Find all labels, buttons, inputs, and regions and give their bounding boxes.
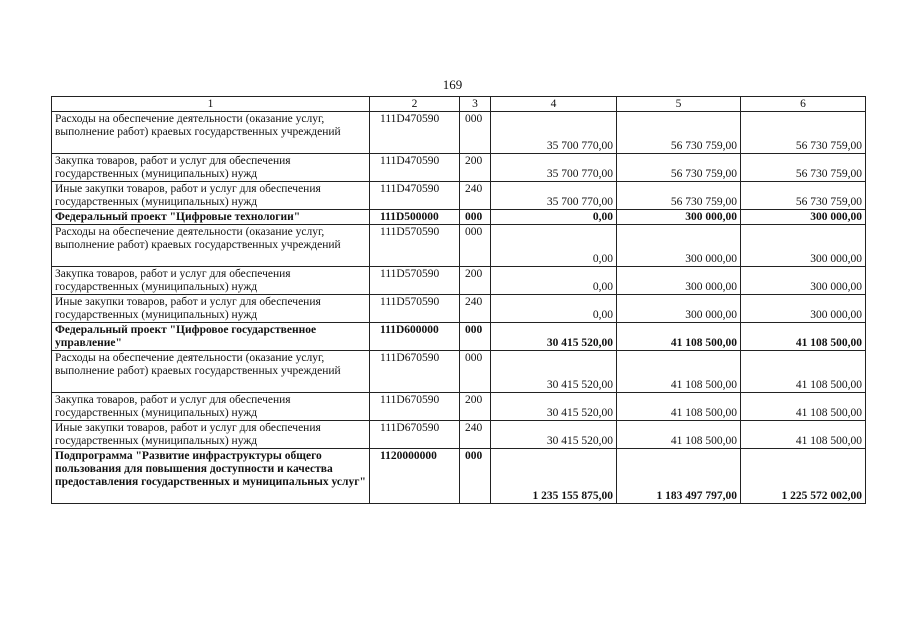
row-value-2: 56 730 759,00 [617, 182, 741, 210]
row-name: Расходы на обеспечение деятельности (оказание услуг, выполнение работ) краевых государственных учреждений [52, 112, 370, 154]
row-name: Подпрограмма "Развитие инфраструктуры общего пользования для повышения доступности и качества предоставления государственных и муниципальных услуг" [52, 449, 370, 504]
row-value-1: 35 700 770,00 [491, 154, 617, 182]
row-value-2: 41 108 500,00 [617, 351, 741, 393]
row-value-3: 41 108 500,00 [741, 421, 866, 449]
row-name: Закупка товаров, работ и услуг для обеспечения государственных (муниципальных) нужд [52, 267, 370, 295]
row-name: Расходы на обеспечение деятельности (оказание услуг, выполнение работ) краевых государственных учреждений [52, 225, 370, 267]
table-row [52, 182, 866, 210]
table-row [52, 267, 866, 295]
row-expense-type: 240 [460, 421, 491, 449]
table-row [52, 421, 866, 449]
row-value-1: 30 415 520,00 [491, 421, 617, 449]
row-value-1: 30 415 520,00 [491, 351, 617, 393]
table-row [52, 393, 866, 421]
budget-table [51, 96, 866, 504]
row-value-1: 0,00 [491, 267, 617, 295]
table-row [52, 449, 866, 504]
row-value-2: 56 730 759,00 [617, 112, 741, 154]
row-value-2: 41 108 500,00 [617, 393, 741, 421]
row-value-2: 1 183 497 797,00 [617, 449, 741, 504]
row-name: Закупка товаров, работ и услуг для обеспечения государственных (муниципальных) нужд [52, 154, 370, 182]
row-value-3: 300 000,00 [741, 210, 866, 225]
row-value-3: 300 000,00 [741, 295, 866, 323]
row-name: Закупка товаров, работ и услуг для обеспечения государственных (муниципальных) нужд [52, 393, 370, 421]
row-name: Иные закупки товаров, работ и услуг для обеспечения государственных (муниципальных) нужд [52, 295, 370, 323]
row-code: 111D570590 [370, 295, 460, 323]
row-code: 111D470590 [370, 154, 460, 182]
row-code: 111D600000 [370, 323, 460, 351]
table-row [52, 323, 866, 351]
table-row [52, 210, 866, 225]
row-expense-type: 240 [460, 295, 491, 323]
table-row [52, 295, 866, 323]
header-cell: 3 [460, 97, 491, 112]
row-code: 111D670590 [370, 351, 460, 393]
row-code: 111D570590 [370, 267, 460, 295]
row-value-1: 0,00 [491, 295, 617, 323]
row-expense-type: 200 [460, 393, 491, 421]
row-name: Федеральный проект "Цифровые технологии" [52, 210, 370, 225]
row-value-1: 0,00 [491, 225, 617, 267]
row-value-3: 56 730 759,00 [741, 112, 866, 154]
row-value-1: 1 235 155 875,00 [491, 449, 617, 504]
header-cell: 6 [741, 97, 866, 112]
row-value-3: 1 225 572 002,00 [741, 449, 866, 504]
row-code: 1120000000 [370, 449, 460, 504]
table-row [52, 154, 866, 182]
row-value-1: 30 415 520,00 [491, 393, 617, 421]
row-value-3: 300 000,00 [741, 267, 866, 295]
row-value-2: 300 000,00 [617, 225, 741, 267]
row-value-1: 35 700 770,00 [491, 182, 617, 210]
row-name: Федеральный проект "Цифровое государственное управление" [52, 323, 370, 351]
row-value-2: 300 000,00 [617, 210, 741, 225]
row-code: 111D570590 [370, 225, 460, 267]
row-expense-type: 240 [460, 182, 491, 210]
row-value-3: 41 108 500,00 [741, 351, 866, 393]
table-row [52, 112, 866, 154]
row-code: 111D470590 [370, 112, 460, 154]
row-value-3: 41 108 500,00 [741, 393, 866, 421]
row-expense-type: 000 [460, 351, 491, 393]
header-cell: 2 [370, 97, 460, 112]
row-expense-type: 000 [460, 323, 491, 351]
row-code: 111D470590 [370, 182, 460, 210]
row-value-3: 56 730 759,00 [741, 154, 866, 182]
header-cell: 1 [52, 97, 370, 112]
row-value-3: 300 000,00 [741, 225, 866, 267]
row-value-2: 41 108 500,00 [617, 323, 741, 351]
row-name: Иные закупки товаров, работ и услуг для обеспечения государственных (муниципальных) нужд [52, 182, 370, 210]
row-expense-type: 000 [460, 225, 491, 267]
row-expense-type: 200 [460, 154, 491, 182]
row-code: 111D670590 [370, 393, 460, 421]
row-value-1: 35 700 770,00 [491, 112, 617, 154]
row-expense-type: 000 [460, 449, 491, 504]
table-row [52, 225, 866, 267]
row-value-3: 56 730 759,00 [741, 182, 866, 210]
row-code: 111D670590 [370, 421, 460, 449]
row-name: Иные закупки товаров, работ и услуг для обеспечения государственных (муниципальных) нужд [52, 421, 370, 449]
row-expense-type: 000 [460, 210, 491, 225]
row-value-1: 0,00 [491, 210, 617, 225]
row-expense-type: 200 [460, 267, 491, 295]
header-row [52, 97, 866, 112]
row-code: 111D500000 [370, 210, 460, 225]
page-number: 169 [442, 77, 463, 92]
row-value-1: 30 415 520,00 [491, 323, 617, 351]
row-name: Расходы на обеспечение деятельности (оказание услуг, выполнение работ) краевых государственных учреждений [52, 351, 370, 393]
row-value-2: 300 000,00 [617, 267, 741, 295]
header-cell: 4 [491, 97, 617, 112]
row-value-3: 41 108 500,00 [741, 323, 866, 351]
row-value-2: 41 108 500,00 [617, 421, 741, 449]
table-row [52, 351, 866, 393]
row-value-2: 56 730 759,00 [617, 154, 741, 182]
header-cell: 5 [617, 97, 741, 112]
row-expense-type: 000 [460, 112, 491, 154]
row-value-2: 300 000,00 [617, 295, 741, 323]
